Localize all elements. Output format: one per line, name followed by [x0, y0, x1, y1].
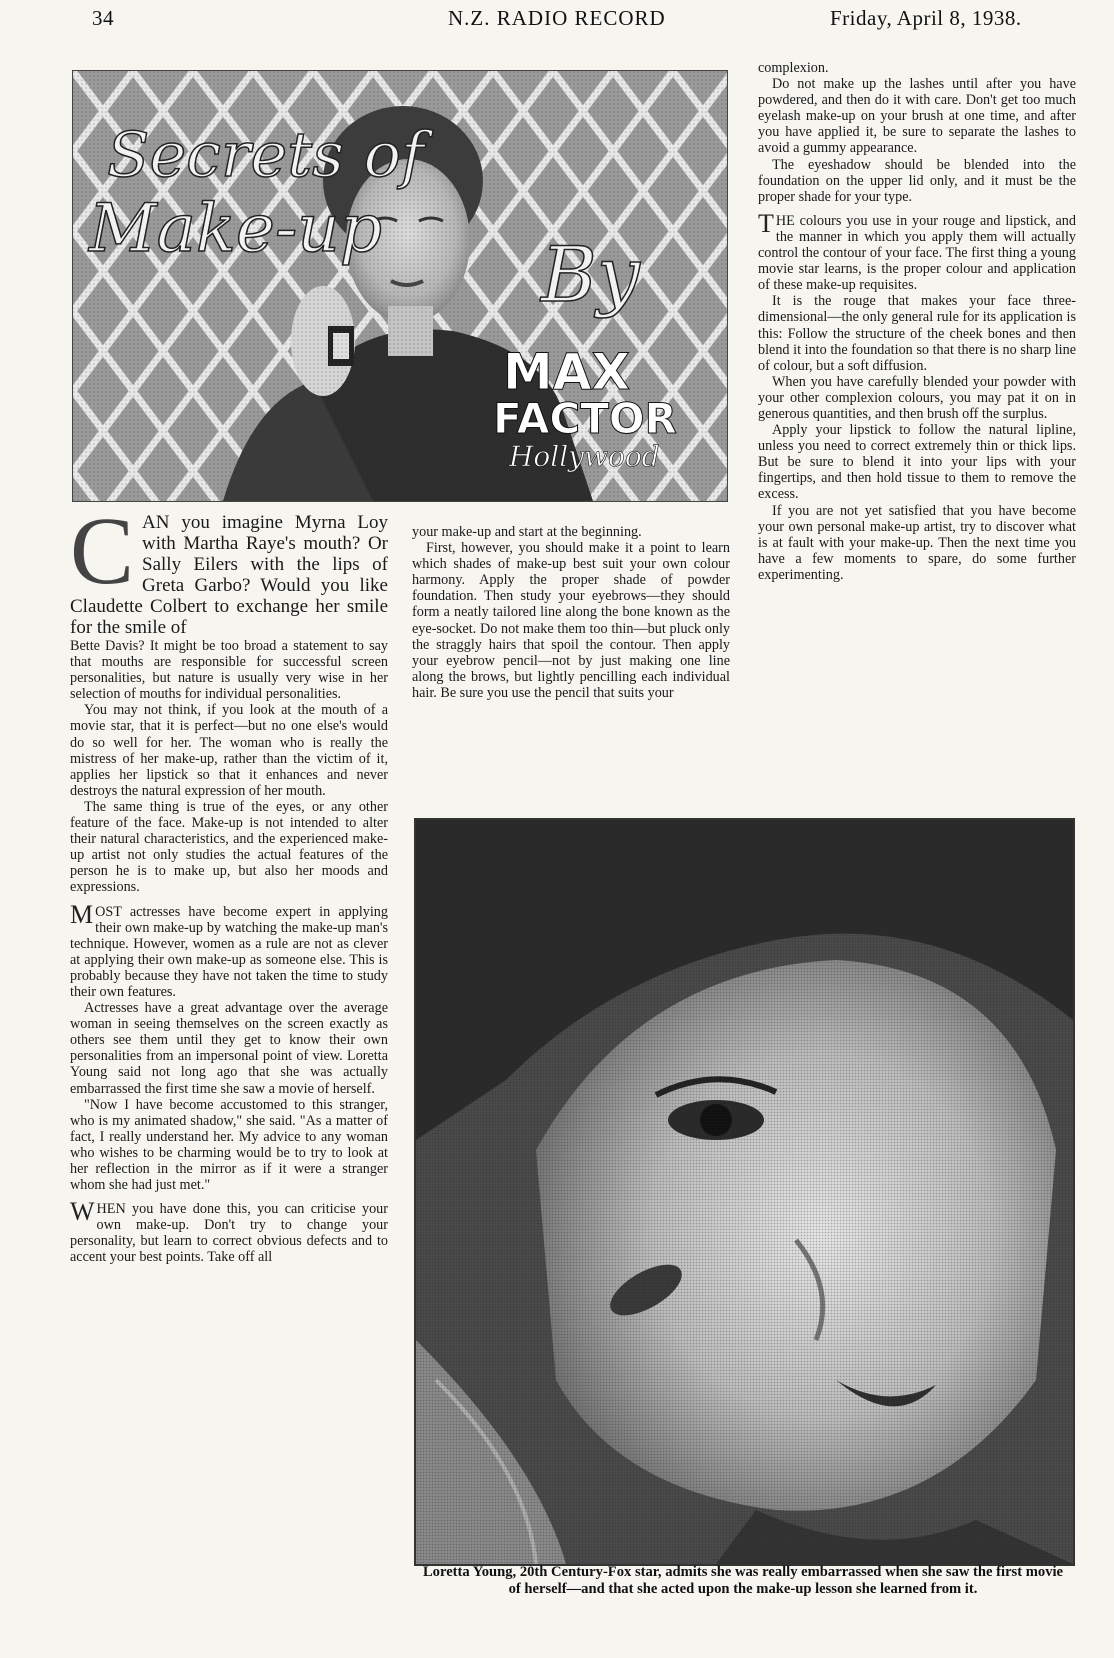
article-paragraph	[70, 1197, 388, 1266]
loretta-young-photo	[414, 818, 1075, 1566]
article-paragraph: Bette Davis? It might be too broad a statement to say that mouths are responsible for successful screen personalities, but nature is usually very wise in her selection of mouths for individual personalities.	[70, 638, 388, 703]
drop-cap-c: C	[70, 512, 135, 604]
section-initial-t: T	[758, 208, 774, 238]
article-paragraph: The eyeshadow should be blended into the foundation on the upper lid only, and it must be the proper shade for your type.	[758, 156, 1076, 205]
issue-date: Friday, April 8, 1938.	[830, 6, 1022, 30]
banner-illustration	[73, 71, 727, 501]
banner-title-line2: Make-up	[89, 190, 383, 267]
article-paragraph: Actresses have a great advantage over the average woman in seeing themselves on the screen exactly as others see them until they get to know their own personalities from an impersonal point of view. Loretta Young said not long ago that she was actually embarrassed the first time she saw a movie of herself.	[70, 1000, 388, 1097]
article-column-3	[758, 60, 1076, 815]
article-paragraph-text: HE colours you use in your rouge and lipstick, and the manner in which you apply them will actually control the contour of your face. The first thing a young movie star learns, is the proper colour and application of these make-up requisites.	[758, 212, 1076, 294]
article-paragraph: complexion.	[758, 60, 829, 76]
section-initial-m: M	[70, 899, 94, 929]
article-paragraph	[70, 899, 388, 1001]
article-paragraph: "Now I have become accustomed to this stranger, who is my animated shadow," she said. "As a matter of fact, I really understand her. My advice to any woman who wishes to be charming would be to try to look at her reflection in the mirror as if it were a stranger whom she had just met."	[70, 1096, 388, 1194]
article-paragraph: It is the rouge that makes your face three-dimensional—the only general rule for its application is this: Follow the structure of the cheek bones and then blend it into the foundation so that there is no sharp line of colour, but a soft diffusion.	[758, 293, 1076, 374]
article-paragraph-text: HEN you have done this, you can criticise your own make-up. Don't try to change your personality, but learn to correct obvious defects and to accent your best points. Take off all	[70, 1201, 388, 1266]
article-column-2	[412, 524, 730, 809]
article-paragraph: When you have carefully blended your powder with your other complexion colours, you may pat it on in generous quantities, and then brush off the surplus.	[758, 373, 1076, 422]
article-paragraph: You may not think, if you look at the mouth of a movie star, that it is perfect—but no one else's would do so well for her. The woman who is really the mistress of her make-up, rather than the victim of it, applies her lipstick so that it enhances and never destroys the natural expression of her mouth.	[70, 702, 388, 799]
article-paragraph: First, however, you should make it a point to learn which shades of make-up best suit your own colour harmony. Apply the proper shade of powder foundation. Then study your eyebrows—they should form a neatly tailored line along the bone known as the eye-socket. Do not make them too thin—but pluck only the straggly hairs that spoil the contour. Then apply your eyebrow pencil—not by just making one line along the brows, but lightly pencilling each individual hair. Be sure you use the pencil that suits your	[412, 540, 730, 701]
article-paragraph: If you are not yet satisfied that you have become your own personal make-up artist, try to discover what is at fault with your make-up. Then the next time you have a few moments to spare, do some further experimenting.	[758, 502, 1076, 583]
article-paragraph: Do not make up the lashes until after you have powdered, and then do it with care. Don't get too much eyelash make-up on your brush at one time, and after you have applied it, be sure to separate the lashes to avoid a gummy appearance.	[758, 76, 1076, 157]
portrait-illustration	[416, 820, 1073, 1564]
article-paragraph: The same thing is true of the eyes, or any other feature of the face. Make-up is not intended to alter their natural characteristics, and the experienced make-up artist not only studies the actual features of the person he is to make up, but also her moods and expressions.	[70, 798, 388, 896]
publication-title: N.Z. RADIO RECORD	[448, 6, 666, 30]
banner-author-line2: FACTOR	[493, 394, 677, 443]
page-number: 34	[92, 6, 114, 30]
title-banner-image	[72, 70, 728, 502]
article-paragraph	[758, 208, 1076, 294]
banner-by: By	[541, 230, 640, 319]
section-initial-w: W	[70, 1197, 95, 1227]
article-paragraph: Apply your lipstick to follow the natural lipline, unless you need to correct extremely thin or thick lips. But be sure to blend it into your lips with your fingertips, and then hold tissue to them to remove the excess.	[758, 422, 1076, 503]
photo-caption: Loretta Young, 20th Century-Fox star, admits she was really embarrassed when she saw the first movie of herself—and that she acted upon the make-up lesson she learned from it.	[422, 1564, 1064, 1597]
banner-author-line1: MAX	[503, 343, 631, 401]
article-column-1	[70, 512, 388, 1632]
article-lead-paragraph: AN you imagine Myrna Loy with Martha Raye's mouth? Or Sally Eilers with the lips of Greta Garbo? Would you like Claudette Colbert to exchange her smile for the smile of	[70, 512, 388, 638]
banner-title-line1: Secrets of	[107, 118, 424, 191]
banner-author-line3: Hollywood	[509, 440, 660, 473]
article-paragraph-text: OST actresses have become expert in applying their own make-up by watching the make-up man's technique. However, women as a rule are not as clever at applying their own make-up as someone else. This is probably because they have not taken the time to study their own features.	[70, 903, 388, 1000]
article-paragraph: your make-up and start at the beginning.	[412, 524, 642, 540]
